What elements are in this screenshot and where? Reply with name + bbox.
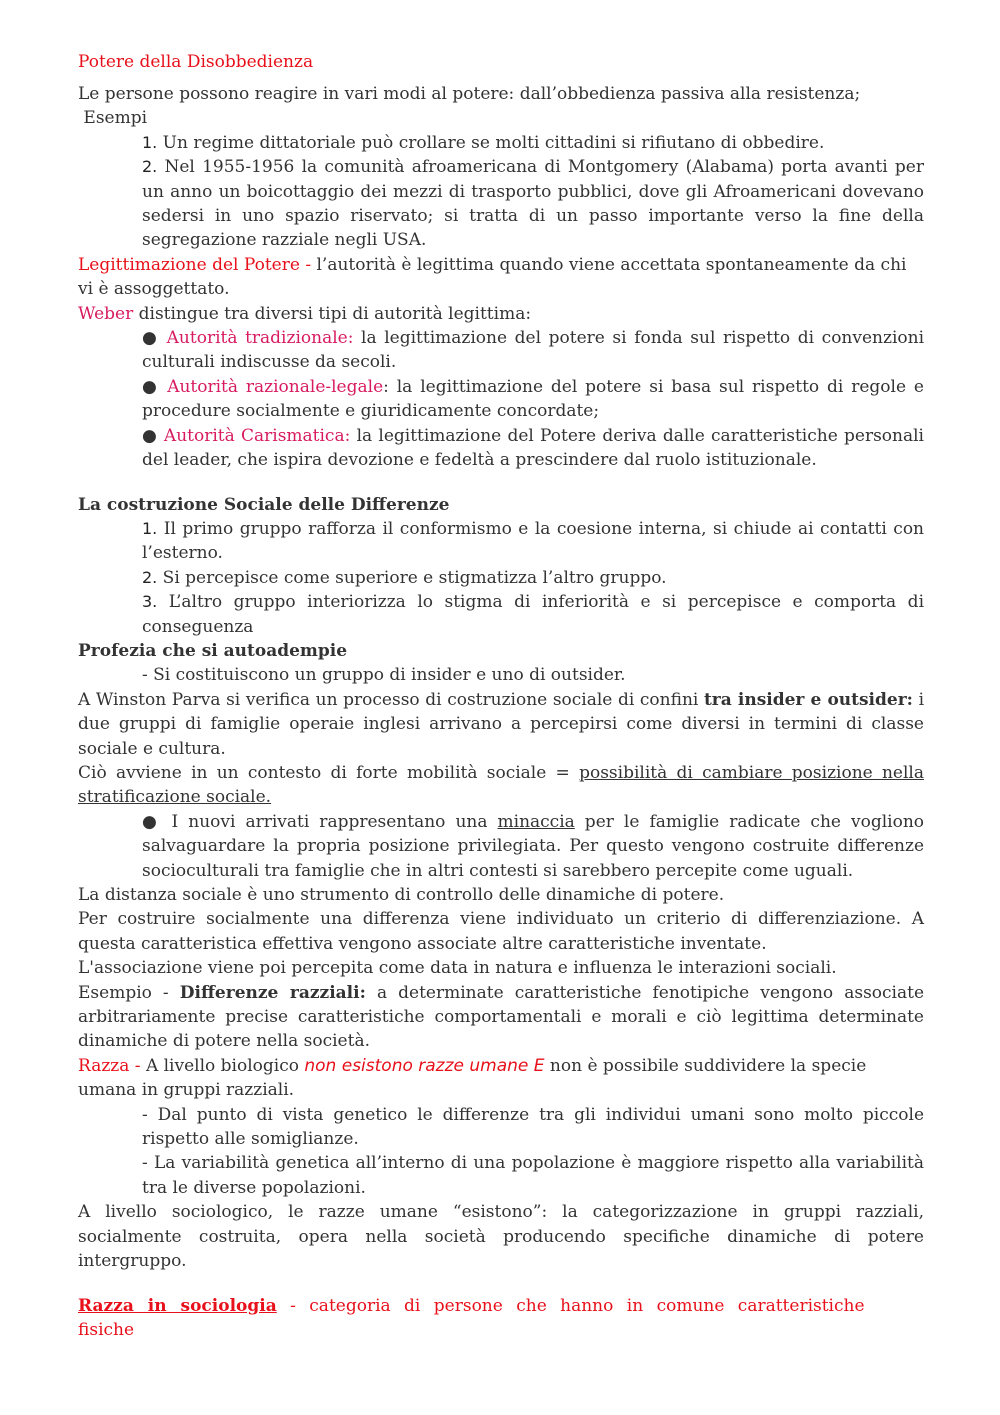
paragraph-intro: Le persone possono reagire in vari modi al potere: dall’obbedienza passiva alla resistenza; <box>78 84 861 104</box>
examples-label: Esempi <box>83 108 148 129</box>
section-title-profezia: Profezia che si autoadempie <box>78 640 348 661</box>
paragraph-winston: A Winston Parva si verifica un processo di costruzione sociale di confini tra insider e outsider: i due gruppi di famiglie operaie inglesi arrivano a percepirsi come diversi in termini di classe sociale e cultura. <box>78 689 925 759</box>
list-item: 3. L’altro gruppo interiorizza lo stigma di inferiorità e si percepisce e comporta di conseguenza <box>142 592 925 637</box>
paragraph-costruire: Per costruire socialmente una differenza viene individuato un criterio di differenziazione. A questa caratteristica effettiva vengono associate altre caratteristiche inventate. <box>78 909 924 954</box>
section-title-disobbedienza-wrap <box>78 52 924 82</box>
list-item: - La variabilità genetica all’interno di una popolazione è maggiore rispetto alla variabilità tra le diverse popolazioni. <box>142 1153 924 1198</box>
list-item: ● Autorità razionale-legale: la legittimazione del potere si basa sul rispetto di regole e procedure socialmente e giuridicamente concordate; <box>142 376 924 422</box>
document-page <box>78 52 925 1340</box>
paragraph-associazione: L'associazione viene poi percepita come data in natura e influenza le interazioni sociali. <box>78 958 837 979</box>
list-item: 1. Il primo gruppo rafforza il conformismo e la coesione interna, si chiude ai contatti con l’esterno. <box>142 518 924 564</box>
paragraph-mobilita: Ciò avviene in un contesto di forte mobilità sociale = possibilità di cambiare posizione nella stratificazione sociale. <box>78 762 924 808</box>
section-title-disobbedienza: Potere della Disobbedienza <box>78 52 314 72</box>
list-item: 2. Si percepisce come superiore e stigmatizza l’altro gruppo. <box>142 567 667 588</box>
paragraph-legittimazione: Legittimazione del Potere - l’autorità è legittima quando viene accettata spontaneamente da chi vi è assoggettato. <box>78 254 907 300</box>
section-title-differenze: La costruzione Sociale delle Differenze <box>78 494 450 515</box>
paragraph-distanza: La distanza sociale è uno strumento di controllo delle dinamiche di potere. <box>78 885 725 905</box>
list-item: - Dal punto di vista genetico le differenze tra gli individui umani sono molto piccole rispetto alle somiglianze. <box>142 1104 925 1150</box>
paragraph-razza-sociologia-wrap <box>78 1294 924 1340</box>
list-item: - Si costituiscono un gruppo di insider e uno di outsider. <box>142 665 626 686</box>
paragraph-razza-sociologia: Razza in sociologia - categoria di persone che hanno in comune caratteristiche fisiche <box>78 1295 865 1340</box>
list-item: 1. Un regime dittatoriale può crollare se molti cittadini si rifiutano di obbedire. <box>142 132 825 153</box>
paragraph-weber: Weber distingue tra diversi tipi di autorità legittima: <box>78 303 532 324</box>
list-item: ● Autorità tradizionale: la legittimazione del potere si fonda sul rispetto di convenzioni culturali indiscusse da secoli. <box>142 328 925 373</box>
paragraph-razza: Razza - A livello biologico non esistono razze umane E non è possibile suddividere la specie umana in gruppi razziali. <box>78 1055 867 1101</box>
paragraph-esempio: Esempio - Differenze razziali: a determinate caratteristiche fenotipiche vengono associate arbitrariamente precise caratteristiche comportamentali e morali e ciò legittima determinate dinamiche di potere nella società. <box>78 982 925 1052</box>
list-item: 2. Nel 1955-1956 la comunità afroamericana di Montgomery (Alabama) porta avanti per un anno un boicottaggio dei mezzi di trasporto pubblici, dove gli Afroamericani dovevano sedersi in uno spazio riservato; si tratta di un passo importante verso la fine della segregazione razziale negli USA. <box>142 157 924 251</box>
list-item: ● I nuovi arrivati rappresentano una minaccia per le famiglie radicate che vogliono salvaguardare la propria posizione privilegiata. Per questo vengono costruite differenze socioculturali tra famiglie che in altri contesti si sarebbero percepite come uguali. <box>142 811 925 881</box>
list-item: ● Autorità Carismatica: la legittimazione del Potere deriva dalle caratteristiche personali del leader, che ispira devozione e fedeltà a prescindere dal ruolo istituzionale. <box>142 425 924 471</box>
paragraph-sociologico: A livello sociologico, le razze umane “esistono”: la categorizzazione in gruppi razziali, socialmente costruita, opera nella società producendo specifiche dinamiche di potere intergruppo. <box>78 1202 924 1272</box>
